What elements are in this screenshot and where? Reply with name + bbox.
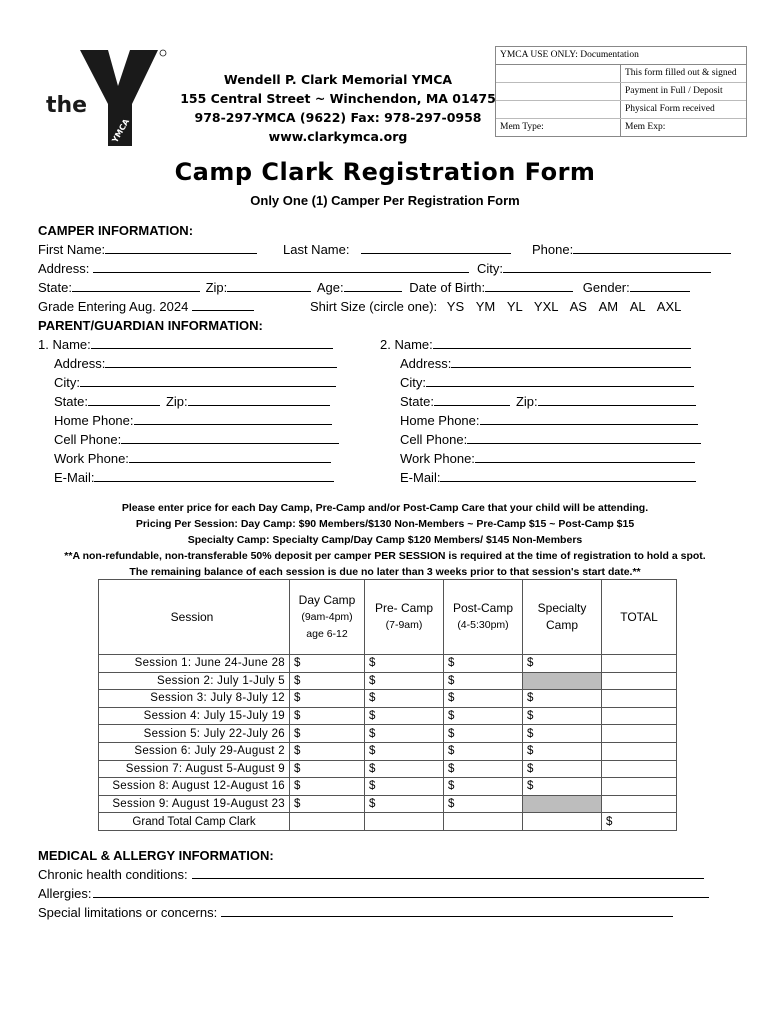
shirt-size-option[interactable]: YXL [533,299,559,314]
specialty-camp-price-field[interactable] [523,672,602,690]
org-address: 155 Central Street ~ Winchendon, MA 01475 [180,91,496,106]
note-line: Specialty Camp: Specialty Camp/Day Camp $120 Members/ $145 Non-Members [187,534,583,546]
parent2-zip-label: Zip: [515,394,538,409]
parent1-cell-phone-field[interactable] [121,430,339,444]
table-header-row [99,580,677,655]
camper-phone-row [532,240,731,259]
first-name-field[interactable] [105,240,257,254]
allergies-label: Allergies: [38,886,92,901]
post-camp-price-field[interactable]: $ [444,690,523,708]
medical-heading: MEDICAL & ALLERGY INFORMATION: [38,848,274,863]
total-price-field[interactable] [602,778,677,796]
parent-2-block [380,335,701,487]
grand-total-field[interactable]: $ [602,813,677,831]
total-price-field[interactable] [602,760,677,778]
parent1-cell-phone-label: Cell Phone: [54,432,122,447]
total-price-field[interactable] [602,725,677,743]
parent2-email-field[interactable] [440,468,696,482]
ymca-use-item: Physical Form received [625,104,715,114]
camper-address-row [38,259,469,278]
session-name: Session 8: August 12-August 16 [99,778,290,796]
total-header: TOTAL [602,580,677,655]
specialty-camp-price-field[interactable]: $ [523,725,602,743]
grand-total-label: Grand Total Camp Clark [99,813,290,831]
zip-field[interactable] [227,278,311,292]
session-name: Session 9: August 19-August 23 [99,795,290,813]
ymca-logo [46,48,168,148]
session-name: Session 6: July 29-August 2 [99,742,290,760]
parent1-work-phone-label: Work Phone: [54,451,129,466]
parent2-zip-field[interactable] [538,392,696,406]
parent1-home-phone-field[interactable] [134,411,332,425]
post-camp-price-field[interactable]: $ [444,778,523,796]
parent2-email-label: E-Mail: [400,470,441,485]
ymca-use-blank[interactable] [496,65,621,82]
parent1-home-phone-label: Home Phone: [54,413,134,428]
chronic-row [38,865,704,884]
parent2-home-phone-label: Home Phone: [400,413,480,428]
parent2-city-label: City: [400,375,426,390]
day-camp-header: Day Camp (9am-4pm) age 6-12 [290,580,365,655]
specialty-camp-price-field[interactable]: $ [523,778,602,796]
total-price-field[interactable] [602,690,677,708]
parent-heading: PARENT/GUARDIAN INFORMATION: [38,318,263,333]
table-row [99,742,677,760]
first-name-label: First Name: [38,242,106,257]
table-row [99,655,677,673]
ymca-y-icon [46,48,168,148]
note-line: Pricing Per Session: Day Camp: $90 Members/$130 Non-Members ~ Pre-Camp $15 ~ Post-Camp $15 [135,518,635,530]
parent1-city-label: City: [54,375,80,390]
session-name: Session 2: July 1-July 5 [99,672,290,690]
session-header: Session [99,580,290,655]
day-camp-price-field[interactable]: $ [290,707,365,725]
gender-field[interactable] [630,278,690,292]
day-camp-price-field[interactable]: $ [290,742,365,760]
special-label: Special limitations or concerns: [38,905,218,920]
specialty-camp-price-field[interactable]: $ [523,760,602,778]
session-name: Session 3: July 8-July 12 [99,690,290,708]
parent2-address-field[interactable] [451,354,691,368]
parent1-name-label: 1. Name: [38,337,91,352]
post-camp-price-field[interactable]: $ [444,725,523,743]
day-camp-price-field[interactable]: $ [290,655,365,673]
parent2-address-label: Address: [400,356,452,371]
parent2-state-label: State: [400,394,434,409]
parent1-work-phone-field[interactable] [129,449,331,463]
dob-field[interactable] [485,278,573,292]
parent2-work-phone-label: Work Phone: [400,451,475,466]
session-name: Session 1: June 24-June 28 [99,655,290,673]
parent1-state-field[interactable] [88,392,160,406]
camper-last-name-row [283,240,511,259]
city-label: City: [477,261,503,276]
ymca-use-item: Payment in Full / Deposit [625,86,723,96]
shirt-size-option[interactable]: AS [569,299,587,314]
parent1-address-field[interactable] [105,354,337,368]
parent1-address-label: Address: [54,356,106,371]
post-camp-price-field[interactable]: $ [444,795,523,813]
specialty-camp-price-field[interactable]: $ [523,707,602,725]
post-camp-price-field[interactable]: $ [444,707,523,725]
phone-label: Phone: [532,242,574,257]
parent1-email-label: E-Mail: [54,470,95,485]
post-camp-price-field[interactable]: $ [444,760,523,778]
session-name: Session 5: July 22-July 26 [99,725,290,743]
shirt-size-option[interactable]: YS [446,299,465,314]
session-name: Session 7: August 5-August 9 [99,760,290,778]
parent1-zip-label: Zip: [165,394,188,409]
total-price-field[interactable] [602,742,677,760]
shirt-size-option[interactable]: AM [598,299,619,314]
pre-camp-price-field[interactable]: $ [365,778,444,796]
phone-field[interactable] [573,240,731,254]
table-row [99,690,677,708]
pre-camp-price-field[interactable]: $ [365,742,444,760]
parent1-city-field[interactable] [80,373,336,387]
last-name-label: Last Name: [283,242,350,257]
mem-type-field[interactable]: Mem Type: [496,119,621,136]
pre-camp-price-field[interactable]: $ [365,760,444,778]
camper-first-name-row [38,240,257,259]
parent1-zip-field[interactable] [188,392,330,406]
zip-label: Zip: [205,280,228,295]
parent2-city-field[interactable] [426,373,694,387]
logo-ymca-text: YMCA [110,117,132,145]
pre-camp-price-field[interactable]: $ [365,725,444,743]
table-row [99,760,677,778]
table-row [99,707,677,725]
allergies-field[interactable] [93,884,709,898]
form-title: Camp Clark Registration Form [174,158,596,186]
pre-camp-header: Pre- Camp (7-9am) [365,580,444,655]
special-field[interactable] [221,903,673,917]
parent1-email-field[interactable] [94,468,334,482]
address-field[interactable] [93,259,469,273]
table-row [99,795,677,813]
chronic-field[interactable] [192,865,704,879]
day-camp-price-field[interactable]: $ [290,778,365,796]
ymca-use-blank[interactable] [496,83,621,100]
shirt-size-label: Shirt Size (circle one): [310,299,438,314]
pre-camp-price-field[interactable]: $ [365,690,444,708]
parent1-state-label: State: [54,394,88,409]
logo-the-text: the [46,93,88,118]
camper-state-row [38,278,690,297]
specialty-camp-price-field[interactable]: $ [523,742,602,760]
session-name: Session 4: July 15-July 19 [99,707,290,725]
pre-camp-price-field[interactable]: $ [365,707,444,725]
pricing-notes [0,500,770,580]
total-price-field[interactable] [602,672,677,690]
total-price-field[interactable] [602,795,677,813]
shirt-size-option[interactable]: YM [475,299,496,314]
day-camp-price-field[interactable]: $ [290,690,365,708]
parent2-cell-phone-label: Cell Phone: [400,432,468,447]
grade-label: Grade Entering Aug. 2024 [38,299,189,314]
org-website[interactable]: www.clarkymca.org [268,129,408,144]
ymca-use-only-box [495,46,747,137]
specialty-camp-price-field[interactable]: $ [523,655,602,673]
mem-exp-field[interactable]: Mem Exp: [625,122,666,132]
note-line: **A non-refundable, non-transferable 50% deposit per camper PER SESSION is required at the time of registration to hold a spot. [64,550,706,562]
ymca-use-item: This form filled out & signed [625,68,737,78]
table-cell [365,813,444,831]
camper-city-row [477,259,711,278]
post-camp-price-field[interactable]: $ [444,742,523,760]
post-camp-header: Post-Camp (4-5:30pm) [444,580,523,655]
shirt-size-row [310,297,681,316]
special-row [38,903,673,922]
dob-label: Date of Birth: [409,280,486,295]
allergies-row [38,884,709,903]
total-price-field[interactable] [602,655,677,673]
table-row [99,778,677,796]
ymca-use-title: YMCA USE ONLY: Documentation [496,47,746,65]
pre-camp-price-field[interactable]: $ [365,672,444,690]
post-camp-price-field[interactable]: $ [444,672,523,690]
specialty-camp-price-field[interactable]: $ [523,690,602,708]
address-label: Address: [38,261,90,276]
parent2-name-field[interactable] [433,335,691,349]
shirt-size-option[interactable]: AL [629,299,646,314]
total-price-field[interactable] [602,707,677,725]
camper-heading: CAMPER INFORMATION: [38,223,194,238]
day-camp-price-field[interactable]: $ [290,760,365,778]
chronic-label: Chronic health conditions: [38,867,188,882]
state-field[interactable] [72,278,200,292]
shirt-size-option[interactable]: AXL [656,299,682,314]
parent2-name-label: 2. Name: [380,337,433,352]
city-field[interactable] [503,259,711,273]
table-cell [290,813,365,831]
post-camp-price-field[interactable]: $ [444,655,523,673]
grand-total-row [99,813,677,831]
parent-1-block [38,335,339,487]
last-name-field[interactable] [361,240,511,254]
parent1-name-field[interactable] [91,335,333,349]
age-field[interactable] [344,278,402,292]
pre-camp-price-field[interactable]: $ [365,795,444,813]
table-row [99,672,677,690]
day-camp-price-field[interactable]: $ [290,672,365,690]
table-row [99,725,677,743]
age-label: Age: [316,280,344,295]
gender-label: Gender: [582,280,630,295]
shirt-size-option[interactable]: YL [506,299,523,314]
note-line: Please enter price for each Day Camp, Pre-Camp and/or Post-Camp Care that your child will be attending. [121,502,649,514]
day-camp-price-field[interactable]: $ [290,725,365,743]
day-camp-price-field[interactable]: $ [290,795,365,813]
parent2-state-field[interactable] [434,392,510,406]
org-phone-fax: 978-297-YMCA (9622) Fax: 978-297-0958 [194,110,482,125]
org-name: Wendell P. Clark Memorial YMCA [223,72,453,87]
pre-camp-price-field[interactable]: $ [365,655,444,673]
parent2-work-phone-field[interactable] [475,449,695,463]
specialty-camp-header: Specialty Camp [523,580,602,655]
form-subtitle: Only One (1) Camper Per Registration Form [250,193,520,208]
org-info [178,70,498,146]
specialty-camp-price-field[interactable] [523,795,602,813]
state-label: State: [38,280,72,295]
table-cell [523,813,602,831]
parent2-home-phone-field[interactable] [480,411,698,425]
table-cell [444,813,523,831]
parent2-cell-phone-field[interactable] [467,430,701,444]
ymca-use-blank[interactable] [496,101,621,118]
camper-grade-row [38,297,254,316]
note-line: The remaining balance of each session is due no later than 3 weeks prior to that session's start date.** [129,566,641,578]
grade-field[interactable] [192,297,254,311]
session-table [98,579,677,831]
